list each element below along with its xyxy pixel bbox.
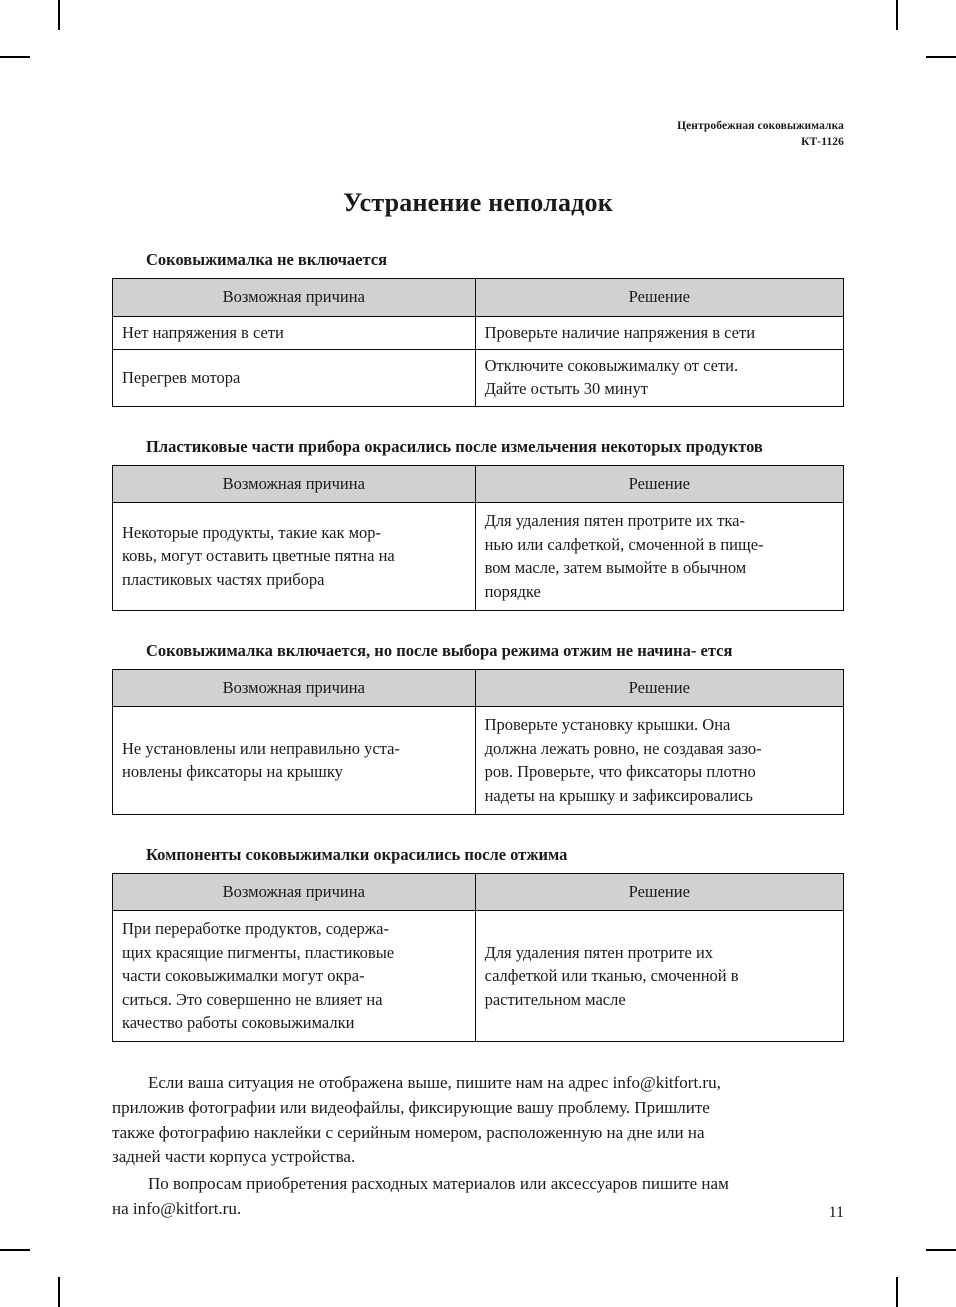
cell-cause bbox=[113, 350, 476, 407]
table-row bbox=[113, 911, 844, 1042]
column-header-solution: Решение bbox=[475, 873, 843, 910]
section-heading-line: продуктов bbox=[685, 436, 763, 456]
cell-text-line: новлены фиксаторы на крышку bbox=[122, 762, 343, 782]
cell-cause bbox=[113, 911, 476, 1042]
crop-mark-bottom-left-horizontal bbox=[0, 1249, 30, 1251]
column-header-solution: Решение bbox=[475, 465, 843, 502]
sections-container bbox=[112, 249, 844, 1042]
cell-solution bbox=[475, 350, 843, 407]
crop-mark-bottom-right-vertical bbox=[896, 1277, 898, 1307]
column-header-solution: Решение bbox=[475, 279, 843, 316]
table-row bbox=[113, 707, 844, 815]
cell-text-line: растительном масле bbox=[484, 989, 626, 1009]
cell-solution bbox=[475, 911, 843, 1042]
cell-text-line: качество работы соковыжималки bbox=[122, 1013, 355, 1033]
running-header-product: Центробежная соковыжималка bbox=[677, 120, 844, 132]
cell-text-line: салфеткой или тканью, смоченной в bbox=[484, 966, 739, 986]
section-heading bbox=[112, 844, 844, 866]
paragraph-line: По вопросам приобретения расходных материалов или аксессуаров пишите нам bbox=[148, 1174, 729, 1193]
cell-text-line: Для удаления пятен протрите их тка- bbox=[484, 511, 745, 531]
cell-text-line: Отключите соковыжималку от сети. bbox=[484, 356, 739, 376]
paragraph-line: приложив фотографии или видеофайлы, фиксирующие вашу проблему. Пришлите bbox=[112, 1098, 710, 1118]
table-header-row bbox=[113, 669, 844, 706]
cell-text-line: Перегрев мотора bbox=[122, 367, 241, 387]
section-heading bbox=[112, 249, 844, 271]
cell-text-line: ковь, могут оставить цветные пятна на bbox=[122, 546, 395, 566]
crop-mark-bottom-left-vertical bbox=[58, 1277, 60, 1307]
cell-text-line: Проверьте наличие напряжения в сети bbox=[484, 322, 756, 342]
cell-solution bbox=[475, 503, 843, 611]
troubleshooting-table bbox=[112, 465, 844, 611]
cell-text-line: должна лежать ровно, не создавая зазо- bbox=[484, 738, 762, 758]
section-heading-line: ется bbox=[700, 640, 733, 660]
cell-solution bbox=[475, 707, 843, 815]
troubleshooting-table bbox=[112, 278, 844, 407]
cell-text-line: части соковыжималки могут окра- bbox=[122, 966, 365, 986]
cell-cause bbox=[113, 707, 476, 815]
cell-text-line: пластиковых частях прибора bbox=[122, 569, 325, 589]
cell-text-line: щих красящие пигменты, пластиковые bbox=[122, 942, 395, 962]
column-header-cause: Возможная причина bbox=[113, 465, 476, 502]
section-heading-line: Соковыжималка не включается bbox=[146, 250, 388, 270]
section-heading bbox=[112, 436, 844, 458]
cell-cause bbox=[113, 503, 476, 611]
cell-text-line: Для удаления пятен протрите их bbox=[484, 942, 714, 962]
cell-text-line: Не установлены или неправильно уста- bbox=[122, 738, 400, 758]
table-header-row bbox=[113, 873, 844, 910]
column-header-solution: Решение bbox=[475, 669, 843, 706]
cell-text-line: Нет напряжения в сети bbox=[122, 322, 284, 342]
column-header-cause: Возможная причина bbox=[113, 669, 476, 706]
section-heading-line: Соковыжималка включается, но после выбора режима отжим не начина- bbox=[146, 640, 697, 660]
page-number: 11 bbox=[828, 1204, 844, 1221]
running-header-model: КТ-1126 bbox=[801, 136, 844, 149]
table-header-row bbox=[113, 465, 844, 502]
cell-text-line: Проверьте установку крышки. Она bbox=[484, 715, 731, 735]
paragraph-line: Если ваша ситуация не отображена выше, пишите нам на адрес info@kitfort.ru, bbox=[148, 1073, 721, 1093]
cell-text-line: порядке bbox=[484, 581, 541, 601]
crop-mark-top-right-vertical bbox=[896, 0, 898, 30]
closing-paragraph bbox=[112, 1071, 844, 1170]
cell-text-line: нью или салфеткой, смоченной в пище- bbox=[484, 534, 764, 554]
crop-mark-top-left-horizontal bbox=[0, 56, 30, 58]
troubleshooting-table bbox=[112, 873, 844, 1043]
cell-text-line: Дайте остыть 30 минут bbox=[484, 379, 648, 399]
page-content bbox=[112, 118, 844, 1223]
cell-solution bbox=[475, 316, 843, 349]
running-header bbox=[112, 118, 844, 151]
section-heading-line: Компоненты соковыжималки окрасились после отжима bbox=[146, 844, 568, 864]
crop-mark-bottom-right-horizontal bbox=[926, 1249, 956, 1251]
closing-paragraphs-container bbox=[112, 1071, 844, 1221]
cell-text-line: Некоторые продукты, такие как мор- bbox=[122, 522, 382, 542]
paragraph-line: задней части корпуса устройства. bbox=[112, 1147, 356, 1167]
cell-text-line: При переработке продуктов, содержа- bbox=[122, 919, 389, 939]
crop-mark-top-left-vertical bbox=[58, 0, 60, 30]
closing-paragraph bbox=[112, 1172, 844, 1221]
cell-text-line: надеты на крышку и зафиксировались bbox=[484, 785, 753, 805]
section-heading bbox=[112, 640, 844, 662]
paragraph-line: на info@kitfort.ru. bbox=[112, 1198, 242, 1218]
table-row bbox=[113, 350, 844, 407]
cell-text-line: ситься. Это совершенно не влияет на bbox=[122, 989, 383, 1009]
table-row bbox=[113, 316, 844, 349]
paragraph-line: также фотографию наклейки с серийным номером, расположенную на дне или на bbox=[112, 1122, 705, 1142]
section-heading-line: Пластиковые части прибора окрасились после измельчения некоторых bbox=[146, 436, 682, 456]
column-header-cause: Возможная причина bbox=[113, 279, 476, 316]
cell-cause bbox=[113, 316, 476, 349]
table-row bbox=[113, 503, 844, 611]
crop-mark-top-right-horizontal bbox=[926, 56, 956, 58]
cell-text-line: ров. Проверьте, что фиксаторы плотно bbox=[484, 762, 756, 782]
cell-text-line: вом масле, затем вымойте в обычном bbox=[484, 558, 747, 578]
column-header-cause: Возможная причина bbox=[113, 873, 476, 910]
table-header-row bbox=[113, 279, 844, 316]
page-title: Устранение неполадок bbox=[343, 187, 613, 217]
troubleshooting-table bbox=[112, 669, 844, 815]
